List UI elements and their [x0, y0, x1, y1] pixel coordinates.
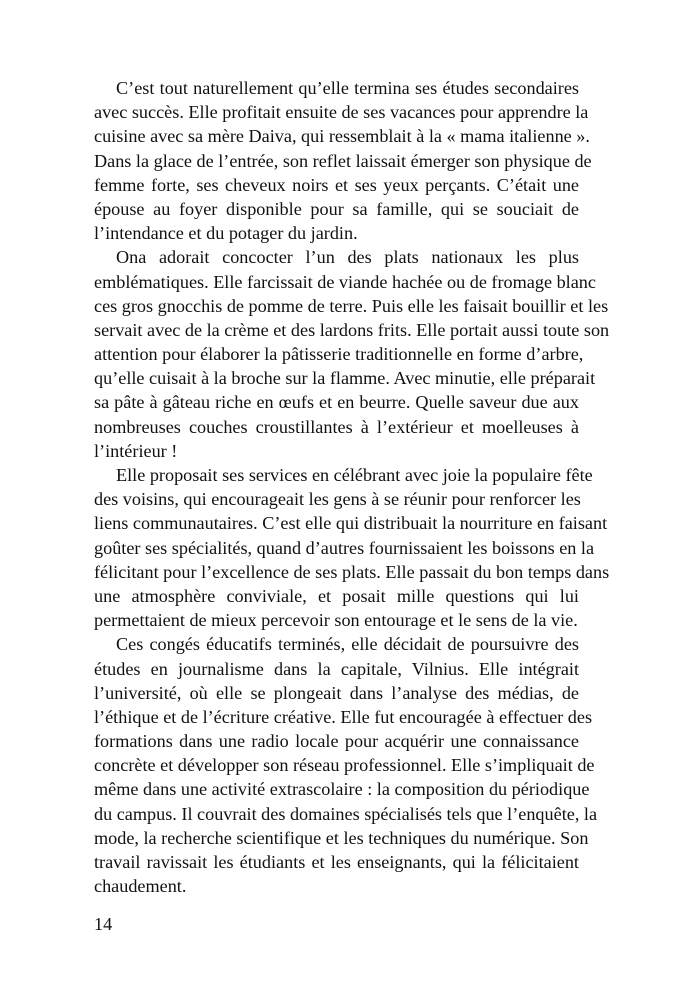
text-line: nombreuses couches croustillantes à l’extérieur et moelleuses à — [94, 416, 579, 437]
text-line: même dans une activité extrascolaire : la composition du périodique — [94, 779, 590, 800]
text-line: avec succès. Elle profitait ensuite de ses vacances pour apprendre la — [94, 102, 589, 123]
paragraph — [94, 463, 610, 632]
text-line: épouse au foyer disponible pour sa famille, qui se souciait de — [94, 198, 579, 219]
text-line: félicitant pour l’excellence de ses plats. Elle passait du bon temps dans — [94, 561, 610, 582]
text-line: Elle proposait ses services en célébrant avec joie la populaire fête — [116, 465, 593, 485]
text-line: une atmosphère conviviale, et posait mille questions qui lui — [94, 585, 579, 606]
text-line: Ona adorait concocter l’un des plats nationaux les plus — [116, 247, 579, 268]
text-line: l’intérieur ! — [94, 440, 178, 461]
text-line: goûter ses spécialités, quand d’autres fournissaient les boissons en la — [94, 537, 595, 558]
text-line: permettaient de mieux percevoir son entourage et le sens de la vie. — [94, 610, 578, 631]
text-line: ces gros gnocchis de pomme de terre. Puis elle les faisait bouillir et les — [94, 295, 609, 316]
text-line: concrète et développer son réseau professionnel. Elle s’impliquait de — [94, 755, 595, 776]
paragraph — [94, 76, 592, 245]
text-line: formations dans une radio locale pour acquérir une connaissance — [94, 731, 579, 752]
text-line: servait avec de la crème et des lardons frits. Elle portait aussi toute son — [94, 319, 610, 340]
text-line: attention pour élaborer la pâtisserie traditionnelle en forme d’arbre, — [94, 344, 584, 365]
paragraph — [94, 632, 598, 898]
text-line: l’éthique et de l’écriture créative. Elle fut encouragée à effectuer des — [94, 706, 593, 727]
text-line: emblématiques. Elle farcissait de viande hachée ou de fromage blanc — [94, 271, 596, 292]
text-line: mode, la recherche scientifique et les techniques du numérique. Son — [94, 827, 589, 848]
text-line: études en journalisme dans la capitale, Vilnius. Elle intégrait — [94, 658, 579, 679]
text-line: liens communautaires. C’est elle qui distribuait la nourriture en faisant — [94, 513, 608, 534]
text-line: des voisins, qui encourageait les gens à se réunir pour renforcer les — [94, 489, 581, 510]
text-line: l’intendance et du potager du jardin. — [94, 223, 358, 244]
body-text — [94, 76, 610, 898]
text-line: chaudement. — [94, 876, 187, 897]
text-line: l’université, où elle se plongeait dans l’analyse des médias, de — [94, 682, 579, 703]
text-line: du campus. Il couvrait des domaines spécialisés tels que l’enquête, la — [94, 803, 598, 824]
text-line: Dans la glace de l’entrée, son reflet laissait émerger son physique de — [94, 150, 592, 171]
text-line: cuisine avec sa mère Daiva, qui ressemblait à la « mama italienne ». — [94, 126, 590, 147]
page-number: 14 — [94, 914, 113, 934]
text-line: travail ravissait les étudiants et les enseignants, qui la félicitaient — [94, 852, 579, 872]
text-line: femme forte, ses cheveux noirs et ses yeux perçants. C’était une — [94, 174, 579, 195]
text-line: Ces congés éducatifs terminés, elle décidait de poursuivre des — [116, 634, 579, 655]
text-line: sa pâte à gâteau riche en œufs et en beurre. Quelle saveur due aux — [94, 392, 579, 413]
text-line: C’est tout naturellement qu’elle termina ses études secondaires — [116, 78, 579, 98]
paragraph — [94, 245, 610, 463]
text-line: qu’elle cuisait à la broche sur la flamme. Avec minutie, elle préparait — [94, 368, 596, 389]
